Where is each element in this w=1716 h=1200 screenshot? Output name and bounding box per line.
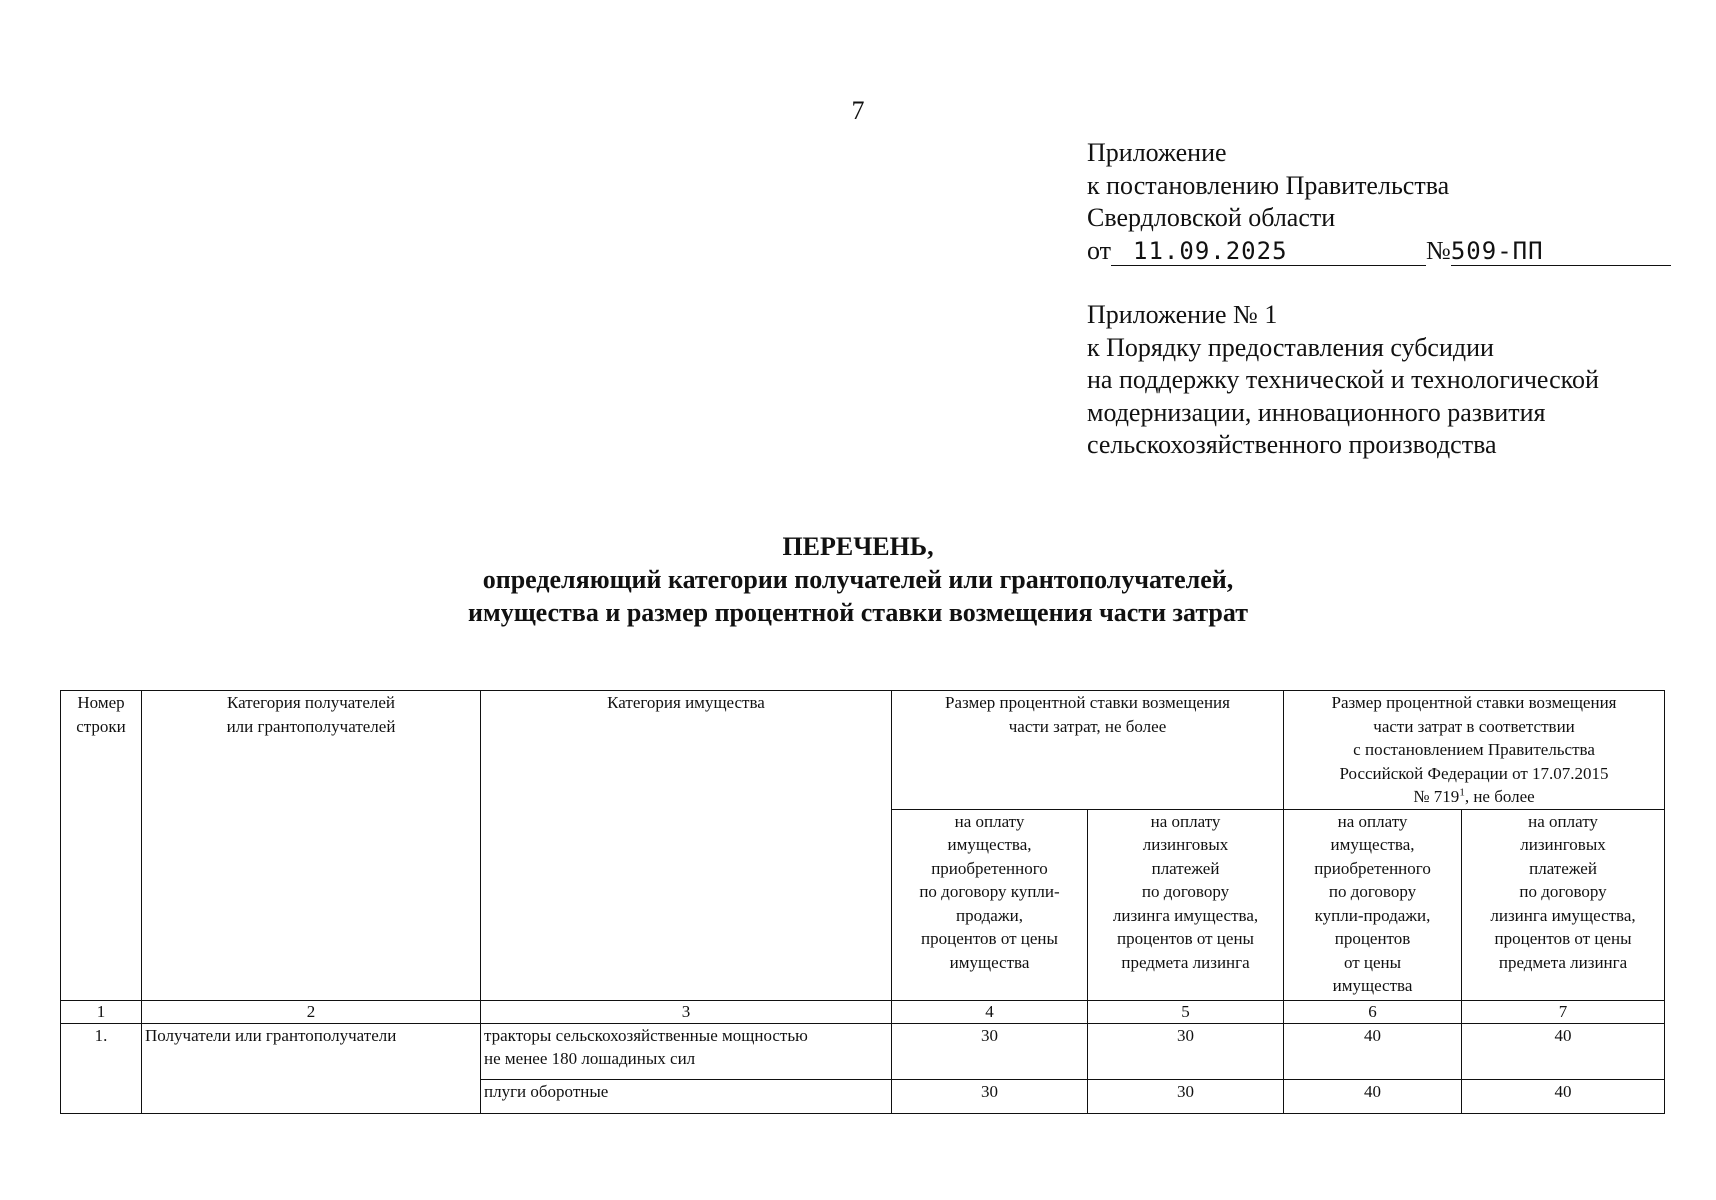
- approval-block: [1087, 137, 1671, 267]
- decree-number: 509-ПП: [1451, 237, 1671, 266]
- column-number: 5: [1088, 1000, 1284, 1023]
- column-number: 6: [1284, 1000, 1462, 1023]
- property-category: тракторы сельскохозяйственные мощностью не менее 180 лошадиных сил: [481, 1023, 892, 1079]
- column-number: 1: [61, 1000, 142, 1023]
- rate-value: 40: [1462, 1023, 1665, 1079]
- column-number: 7: [1462, 1000, 1665, 1023]
- page-number: 7: [851, 96, 865, 125]
- title-line: ПЕРЕЧЕНЬ,: [782, 532, 934, 561]
- header-leasing-rate-2: на оплату лизинговых платежей по договору лизинга имущества, процентов от цены предмета лизинга: [1462, 809, 1665, 1000]
- footnote-mark: 1: [1459, 786, 1465, 799]
- rate-value: 40: [1284, 1079, 1462, 1113]
- header-row-number: Номер строки: [61, 691, 142, 1001]
- table-row: [61, 1023, 1665, 1079]
- header-recipient-category: Категория получателей или грантополучателей: [142, 691, 481, 1001]
- column-number: 3: [481, 1000, 892, 1023]
- rate-value: 30: [1088, 1023, 1284, 1079]
- title-line: имущества и размер процентной ставки возмещения части затрат: [468, 598, 1248, 627]
- appendix-line: к Порядку предоставления субсидии: [1087, 332, 1494, 362]
- recipient-category: Получатели или грантополучатели: [142, 1023, 481, 1113]
- header-rate-group-1: Размер процентной ставки возмещения части затрат, не более: [892, 691, 1284, 810]
- categories-table: [60, 690, 1665, 1114]
- number-prefix: №: [1426, 235, 1451, 265]
- approval-line: к постановлению Правительства: [1087, 170, 1450, 200]
- rate-value: 40: [1462, 1079, 1665, 1113]
- decree-date: 11.09.2025: [1111, 237, 1426, 266]
- appendix-line: сельскохозяйственного производства: [1087, 430, 1497, 459]
- header-property-category: Категория имущества: [481, 691, 892, 1001]
- approval-signature-line: [1087, 235, 1671, 268]
- rate-value: 30: [892, 1079, 1088, 1113]
- header-leasing-rate-1: на оплату лизинговых платежей по договору лизинга имущества, процентов от цены предмета лизинга: [1088, 809, 1284, 1000]
- document-title: [0, 530, 1716, 629]
- approval-line: Приложение: [1087, 138, 1227, 167]
- table-header-row: [61, 691, 1665, 810]
- appendix-line: на поддержку технической и технологической: [1087, 365, 1599, 394]
- header-rate-group-2: Размер процентной ставки возмещения части затрат в соответствии с постановлением Правительства Российской Федерации от 17.07.2015 № $719^1$, не более: [1284, 691, 1665, 810]
- appendix-line: модернизации, инновационного развития: [1087, 397, 1546, 427]
- property-category: плуги оборотные: [481, 1079, 892, 1113]
- rate-value: 40: [1284, 1023, 1462, 1079]
- approval-line: Свердловской области: [1087, 203, 1336, 232]
- rate-value: 30: [1088, 1079, 1284, 1113]
- appendix-line: Приложение № 1: [1087, 300, 1278, 329]
- column-number-row: [61, 1000, 1665, 1023]
- row-number: 1.: [61, 1023, 142, 1113]
- title-line: определяющий категории получателей или грантополучателей,: [482, 565, 1234, 594]
- header-purchase-rate-1: на оплату имущества, приобретенного по договору купли- продажи, процентов от цены имущества: [892, 809, 1088, 1000]
- column-number: 4: [892, 1000, 1088, 1023]
- column-number: 2: [142, 1000, 481, 1023]
- date-prefix: от: [1087, 235, 1112, 265]
- header-purchase-rate-2: на оплату имущества, приобретенного по договору купли-продажи, процентов от цены имущества: [1284, 809, 1462, 1000]
- appendix-block: [1087, 299, 1599, 462]
- rate-value: 30: [892, 1023, 1088, 1079]
